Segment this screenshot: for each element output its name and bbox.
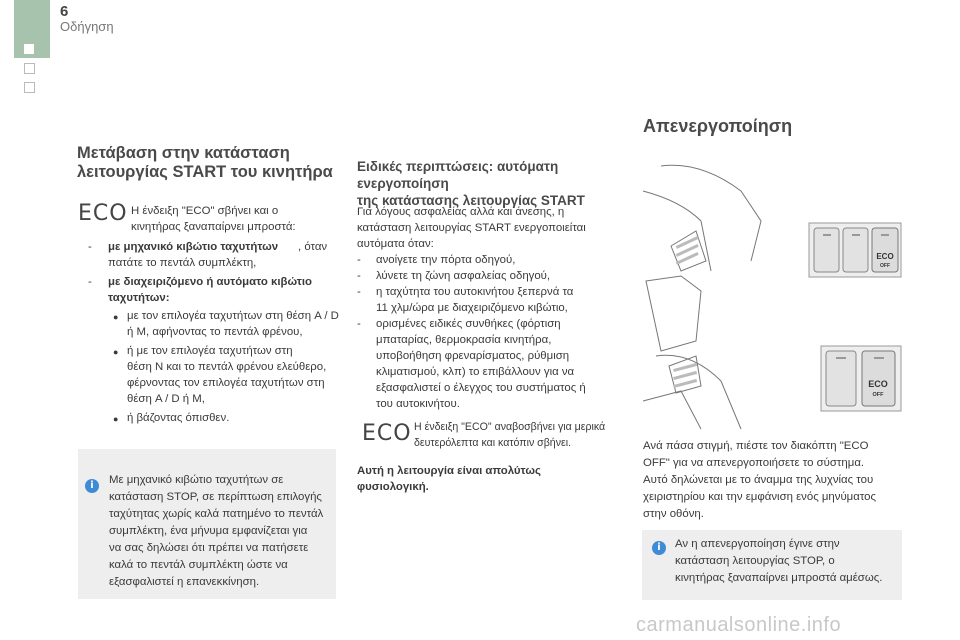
eco-button-label: ECO (868, 379, 888, 389)
watermark: carmanualsonline.info (636, 614, 842, 636)
eco-logo-icon: ECO (362, 421, 412, 446)
stop-mode-note: i Αν η απενεργοποίηση έγινε στην κατάσταση λειτουργίας STOP, ο κινητήρας ξαναπαίρνει μπροστά αμέσως. (642, 530, 902, 600)
special-cases-heading: Ειδικές περιπτώσεις: αυτόματη ενεργοποίηση της κατάστασης λειτουργίας START (357, 159, 585, 208)
page-number: 6 (60, 3, 69, 20)
deactivation-heading: Απενεργοποίηση (643, 116, 793, 136)
normal-operation-text: φυσιολογική. (357, 481, 429, 493)
info-icon: i (652, 541, 666, 555)
eco-button-label: ECO (876, 252, 894, 261)
eco-logo-icon: ECO (78, 201, 128, 226)
section-tab-marker (24, 44, 34, 54)
chapter-marker (24, 63, 35, 74)
info-icon: i (85, 479, 99, 493)
manual-gearbox-note: i Με μηχανικό κιβώτιο ταχυτήτων σε κατάσταση STOP, σε περίπτωση επιλογής ταχύτητας χωρίς καλά πατημένο το πεντάλ συμπλέκτη, ένα μήνυμα εμφανίζεται για να σας δηλώσει ότι πρέπει να πατήσετε καλά το πεντάλ συμπλέκτη ώστε να εξασφαλιστεί η επανεκκίνηση. (78, 449, 336, 599)
off-button-label: OFF (880, 263, 890, 269)
eco-flash-text: Η ένδειξη "ECO" αναβοσβήνει για μερικά (414, 421, 606, 433)
off-button-label: OFF (872, 392, 884, 398)
eco-off-switch-illustration (641, 161, 903, 431)
section-title: Οδήγηση (60, 19, 114, 34)
restart-heading: Μετάβαση στην κατάσταση λειτουργίας START του κινητήρα (77, 144, 333, 181)
blank-switch (826, 351, 856, 406)
chapter-marker (24, 82, 35, 93)
eco-flash-text: δευτερόλεπτα και κατόπιν σβήνει. (414, 437, 572, 449)
normal-operation-text: Αυτή η λειτουργία είναι απολύτως (357, 465, 541, 477)
